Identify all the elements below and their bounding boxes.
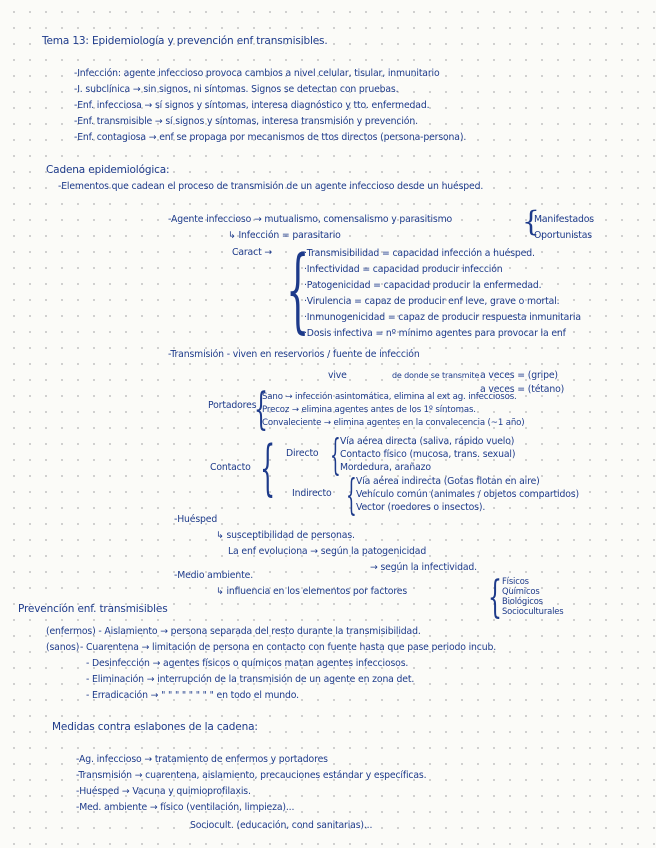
note-line-gripe: a veces = (gripe)	[480, 370, 558, 381]
note-line-directo: Directo	[286, 448, 319, 459]
brace-mark: {	[254, 384, 268, 435]
note-line-caract: Caract →	[232, 247, 273, 258]
note-line-dosis: ·Dosis infectiva = nº mínimo agentes para provocar la enf	[304, 328, 566, 339]
note-line-transmite: de donde se transmite	[392, 371, 480, 380]
note-line-elementos: -Elementos que cadean el proceso de transmisión de un agente infeccioso desde un huésped.	[58, 181, 484, 192]
note-line-infectividad: ·Infectividad = capacidad producir infección	[304, 264, 503, 275]
note-line-enf-contagiosa: -Enf. contagiosa → enf se propaga por mecanismos de ttos directos (persona-persona).	[74, 132, 467, 143]
note-line-vector: Vector (roedores o insectos).	[356, 502, 486, 513]
note-line-ag-infeccioso: -Ag. infeccioso → tratamiento de enfermos y portadores	[76, 754, 328, 765]
note-line-convaleciente: Convaleciente → elimina agentes en la convalecencia (~1 año)	[262, 418, 525, 428]
note-line-infectividad-2: → según la infectividad.	[370, 562, 477, 573]
brace-mark: {	[488, 572, 502, 623]
note-line-oportunistas: Oportunistas	[534, 230, 592, 241]
note-line-precoz: Precoz → elimina agentes antes de los 1º síntomas.	[262, 405, 476, 415]
note-line-subclinica: -I. subclínica → sin signos, ni síntomas. Signos se detectan con pruebas.	[74, 84, 399, 95]
brace-mark: {	[330, 430, 341, 479]
note-line-contacto-fisico: Contacto físico (mucosa, trans. sexual)	[340, 449, 516, 460]
note-line-huesped-medidas: -Huésped → Vacuna y quimioprofilaxis.	[76, 786, 251, 797]
note-line-aerea-directa: Vía aérea directa (saliva, rápido vuelo)	[340, 436, 515, 447]
note-line-vehiculo: Vehículo común (animales / objetos compartidos)	[356, 489, 579, 500]
note-line-evoluciona: La enf evoluciona → según la patogenicidad	[228, 546, 427, 557]
brace-mark: {	[522, 205, 540, 238]
note-line-aislamiento: (enfermos) - Aislamiento → persona separada del resto durante la transmisibilidad.	[46, 626, 421, 637]
brace-mark: {	[346, 470, 357, 519]
note-line-transmision: -Transmisión - viven en reservorios / fuente de infección	[168, 349, 420, 360]
note-line-sano: Sano → infección asintomática, elimina al ext ag. infecciosos.	[262, 392, 517, 402]
note-line-transmision-medidas: -Transmisión → cuarentena, aislamiento, precauciones estándar y específicas.	[76, 770, 427, 781]
note-line-enf-transmisible: -Enf. transmisible → sí signos y síntomas, interesa transmisión y prevención.	[74, 116, 418, 127]
note-line-inmunogenicidad: ·Inmunogenicidad = capaz de producir respuesta inmunitaria	[304, 312, 581, 323]
note-line-mordedura: Mordedura, arañazo	[340, 462, 431, 473]
note-line-eliminacion: - Eliminación → interrupción de la transmisión de un agente en zona det.	[86, 674, 415, 685]
note-line-tetano: a veces = (tétano)	[480, 384, 565, 395]
note-line-vive: vive	[328, 370, 347, 381]
note-line-manifestados: Manifestados	[534, 214, 595, 225]
note-line-biologicos: Biológicos	[502, 596, 543, 606]
note-line-agente: -Agente infeccioso → mutualismo, comensalismo y parasitismo	[168, 214, 453, 225]
note-line-huesped: -Huésped	[174, 514, 218, 525]
note-line-contacto: Contacto	[210, 462, 251, 473]
note-line-influencia: ↳ influencia en los elementos por factores	[216, 586, 408, 597]
note-line-quimicos: Químicos	[502, 586, 540, 596]
note-line-med-ambiente: -Med. ambiente → físico (ventilación, limpieza)...	[76, 802, 295, 813]
note-line-enf-infecciosa: -Enf. infecciosa → sí signos y síntomas, interesa diagnóstico y tto. enfermedad.	[74, 100, 430, 111]
note-line-patogenicidad: ·Patogenicidad = capacidad producir la enfermedad.	[304, 280, 542, 291]
note-line-portadores: Portadores	[208, 400, 257, 411]
note-line-cuarentena: - Cuarentena → limitación de persona en contacto con fuente hasta que pase periodo incub.	[80, 642, 497, 653]
brace-mark: {	[260, 433, 276, 503]
note-line-socioculturales: Socioculturales	[502, 606, 564, 616]
note-line-indirecto: Indirecto	[292, 488, 332, 499]
section-heading-prevencion: Prevención enf. transmisibles	[18, 603, 168, 615]
note-line-infeccion: -Infección: agente infeccioso provoca cambios a nivel celular, tisular, inmunitario	[74, 68, 440, 79]
note-line-susceptibilidad: ↳ susceptibilidad de personas.	[216, 530, 355, 541]
note-line-medio-ambiente: -Medio ambiente.	[174, 570, 253, 581]
note-line-erradicacion: - Erradicación → " " " " " " " " en todo el mundo.	[86, 690, 299, 701]
brace-mark: {	[286, 236, 310, 343]
section-heading-medidas: Medidas contra eslabones de la cadena:	[52, 721, 258, 733]
note-line-infeccion-parasitario: ↳ Infección = parasitario	[228, 230, 341, 241]
note-line-aerea-indirecta: Vía aérea indirecta (Gotas flotan en aire)	[356, 476, 540, 487]
note-line-fisicos: Físicos	[502, 576, 529, 586]
note-line-sociocult: Sociocult. (educación, cond sanitarias)...	[190, 820, 373, 831]
note-title: Tema 13: Epidemiología y prevención enf transmisibles.	[42, 35, 328, 47]
note-line-transmisibilidad: ·Transmisibilidad = capacidad infección a huésped.	[304, 248, 535, 259]
note-line-virulencia: ·Virulencia = capaz de producir enf leve, grave o mortal.	[304, 296, 560, 307]
note-line-desinfeccion: - Desinfección → agentes físicos o químicos matan agentes infecciosos.	[86, 658, 409, 669]
note-line-sanos: (sanos)	[46, 642, 80, 653]
section-heading-cadena: Cadena epidemiológica:	[46, 164, 170, 176]
